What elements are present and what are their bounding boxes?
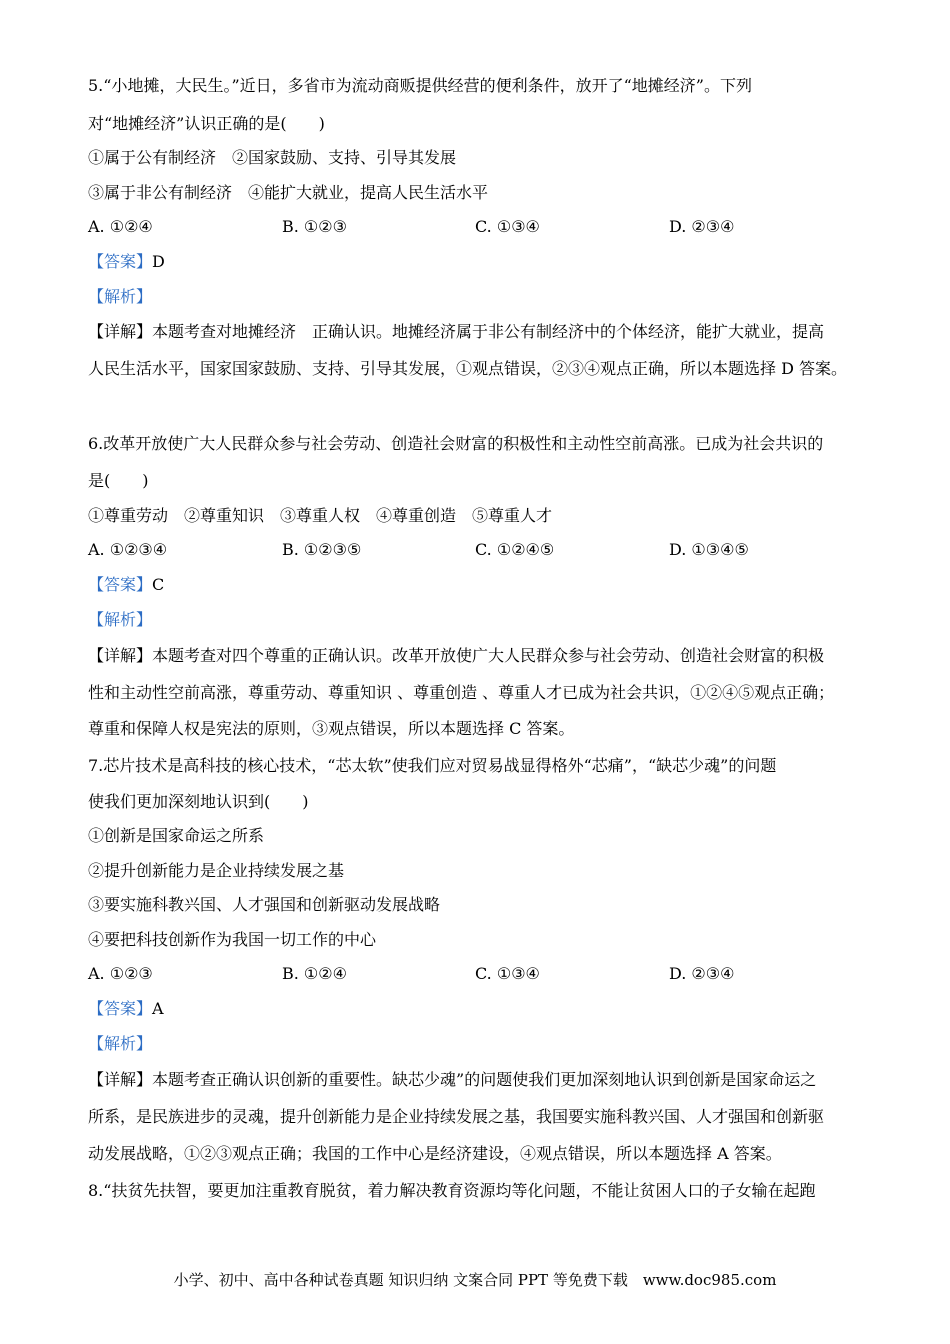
detail-text: 本题考查正确认识创新的重要性。缺芯少魂”的问题使我们更加深刻地认识到创新是国家命运之	[152, 1070, 817, 1089]
question-7-analysis-label: 【解析】	[88, 1034, 153, 1053]
option-c: C. ①③④	[475, 217, 540, 236]
answer-value: C	[152, 575, 165, 594]
option-d: D. ②③④	[669, 217, 735, 236]
question-7-detail-line-1	[88, 1069, 868, 1091]
question-6-detail-line-1	[88, 645, 868, 667]
question-5-stem-line-1: 5.“小地摊，大民生。”近日，多省市为流动商贩提供经营的便利条件，放开了“地摊经济”。下列	[88, 76, 752, 95]
question-7-statement-3: ③要实施科教兴国、人才强国和创新驱动发展战略	[88, 895, 441, 914]
question-5-statement-2: ③属于非公有制经济 ④能扩大就业，提高人民生活水平	[88, 183, 489, 202]
question-7-answer	[88, 998, 868, 1020]
question-7-statement-2: ②提升创新能力是企业持续发展之基	[88, 861, 345, 880]
question-5-analysis-label: 【解析】	[88, 287, 153, 306]
detail-text: 本题考查对地摊经济 正确认识。地摊经济属于非公有制经济中的个体经济，能扩大就业，提高	[152, 322, 825, 341]
question-7-statement-4: ④要把科技创新作为我国一切工作的中心	[88, 930, 377, 949]
question-6-statement-1: ①尊重劳动 ②尊重知识 ③尊重人权 ④尊重创造 ⑤尊重人才	[88, 506, 553, 525]
option-a: A. ①②③④	[88, 540, 168, 559]
page-footer: 小学、初中、高中各种试卷真题 知识归纳 文案合同 PPT 等免费下载 www.doc985.com	[173, 1271, 777, 1289]
question-6-detail-line-2: 性和主动性空前高涨，尊重劳动、尊重知识 、尊重创造 、尊重人才已成为社会共识，①②④⑤观点正确；	[88, 683, 835, 702]
option-c: C. ①②④⑤	[475, 540, 555, 559]
answer-value: A	[152, 999, 164, 1018]
question-5-detail-line-1	[88, 321, 868, 343]
question-6-answer	[88, 574, 868, 596]
question-7-detail-line-2: 所系，是民族进步的灵魂，提升创新能力是企业持续发展之基，我国要实施科教兴国、人才强国和创新驱	[88, 1107, 825, 1126]
detail-label: 【详解】	[88, 646, 153, 665]
detail-label: 【详解】	[88, 322, 153, 341]
option-b: B. ①②③	[282, 217, 347, 236]
question-7-stem-line-2: 使我们更加深刻地认识到( )	[88, 792, 309, 811]
question-5-stem-line-2: 对“地摊经济”认识正确的是( )	[88, 114, 325, 133]
option-d: D. ②③④	[669, 964, 735, 983]
question-7-detail-line-3: 动发展战略，①②③观点正确；我国的工作中心是经济建设，④观点错误，所以本题选择 A 答案。	[88, 1144, 782, 1163]
option-b: B. ①②③⑤	[282, 540, 362, 559]
option-d: D. ①③④⑤	[669, 540, 749, 559]
answer-value: D	[152, 252, 165, 271]
answer-label: 【答案】	[88, 575, 153, 594]
question-6-analysis-label: 【解析】	[88, 610, 153, 629]
question-5-answer	[88, 251, 868, 273]
question-6-detail-line-3: 尊重和保障人权是宪法的原则，③观点错误，所以本题选择 C 答案。	[88, 719, 575, 738]
option-c: C. ①③④	[475, 964, 540, 983]
question-8-stem-line-1: 8.“扶贫先扶智，要更加注重教育脱贫，着力解决教育资源均等化问题，不能让贫困人口的子女输在起跑	[88, 1181, 816, 1200]
question-6-stem-line-2: 是( )	[88, 471, 149, 490]
question-7-stem-line-1: 7.芯片技术是高科技的核心技术，“芯太软”使我们应对贸易战显得格外“芯痛”，“缺芯少魂”的问题	[88, 756, 777, 775]
option-b: B. ①②④	[282, 964, 347, 983]
question-6-stem-line-1: 6.改革开放使广大人民群众参与社会劳动、创造社会财富的积极性和主动性空前高涨。已成为社会共识的	[88, 434, 824, 453]
answer-label: 【答案】	[88, 252, 153, 271]
question-5-statement-1: ①属于公有制经济 ②国家鼓励、支持、引导其发展	[88, 148, 457, 167]
option-a: A. ①②④	[88, 217, 153, 236]
detail-label: 【详解】	[88, 1070, 153, 1089]
option-a: A. ①②③	[88, 964, 153, 983]
answer-label: 【答案】	[88, 999, 153, 1018]
question-7-statement-1: ①创新是国家命运之所系	[88, 826, 265, 845]
question-5-detail-line-2: 人民生活水平，国家国家鼓励、支持、引导其发展，①观点错误，②③④观点正确，所以本题选择 D 答案。	[88, 359, 848, 378]
detail-text: 本题考查对四个尊重的正确认识。改革开放使广大人民群众参与社会劳动、创造社会财富的积极	[152, 646, 825, 665]
